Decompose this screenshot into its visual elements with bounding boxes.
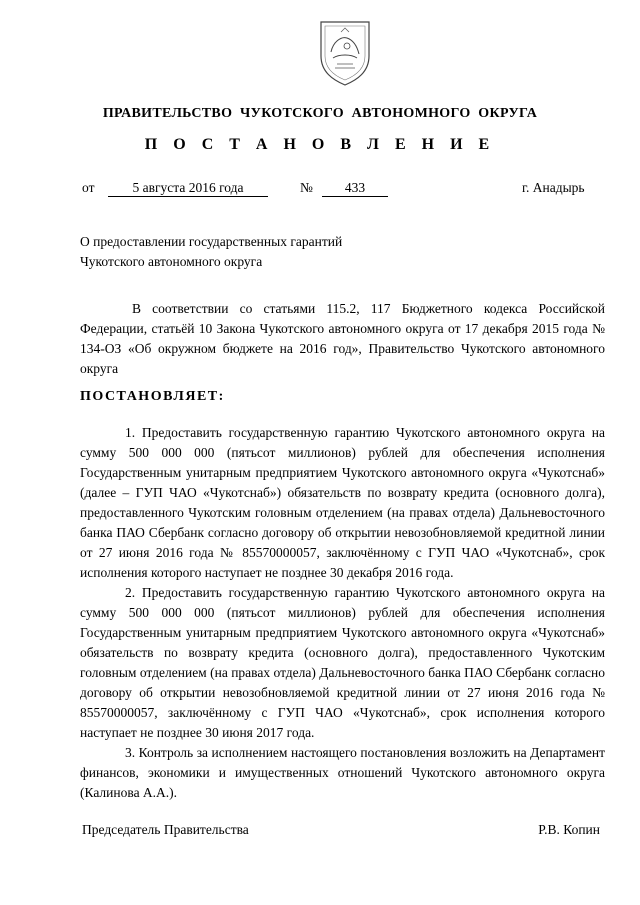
decree-point: 3. Контроль за исполнением настоящего постановления возложить на Департамент финансов, экономики и имущественных отношений Чукотского автономного округа (Калинова А.А.). bbox=[80, 745, 605, 800]
document-type: П О С Т А Н О В Л Е Н И Е bbox=[144, 136, 496, 153]
document-city: г. Анадырь bbox=[522, 180, 585, 195]
preamble: В соответствии со статьями 115.2, 117 Бюджетного кодекса Российской Федерации, статьёй 10 Закона Чукотского автономного округа от 17 декабря 2015 года № 134-ОЗ «Об окружном бюджете на 2016 год», Правительство Чукотского автономного округа bbox=[80, 301, 605, 376]
document-meta bbox=[80, 180, 600, 200]
subject-line: О предоставлении государственных гарантий bbox=[80, 234, 343, 249]
decree-point: 2. Предоставить государственную гарантию Чукотского автономного округа на сумму 500 000 000 (пятьсот миллионов) рублей для обеспечения исполнения Государственным унитарным предприятием Чукотского автономного округа «Чукотснаб» обязательств по возврату кредита (основного долга), предоставленного Чукотским головным отделением (на правах отдела) Дальневосточного банка ПАО Сбербанк согласно договору об открытии невозобновляемой кредитной линии от 27 июня 2016 года № 85570000057, заключённому с ГУП ЧАО «Чукотснаб», срок исполнения которого наступает не позднее 30 июня 2017 года. bbox=[80, 585, 605, 740]
decree-word: ПОСТАНОВЛЯЕТ: bbox=[80, 389, 225, 404]
decree-points bbox=[80, 423, 605, 803]
signatory-name: Р.В. Копин bbox=[538, 822, 600, 837]
document-number: 433 bbox=[322, 180, 388, 197]
document-subject bbox=[80, 232, 342, 272]
decree-point: 1. Предоставить государственную гарантию Чукотского автономного округа на сумму 500 000 000 (пятьсот миллионов) рублей для обеспечения исполнения Государственным унитарным предприятием Чукотского автономного округа «Чукотснаб» (далее – ГУП ЧАО «Чукотснаб») обязательств по возврату кредита (основного долга), предоставленного Чукотским головным отделением (на правах отдела) Дальневосточного банка ПАО Сбербанк согласно договору об открытии невозобновляемой кредитной линии от 27 июня 2016 года № 85570000057, заключённому с ГУП ЧАО «Чукотснаб», срок исполнения которого наступает не позднее 30 декабря 2016 года. bbox=[80, 425, 605, 580]
coat-of-arms-icon bbox=[313, 18, 377, 88]
signatory-position: Председатель Правительства bbox=[82, 822, 249, 837]
date-prefix: от bbox=[82, 180, 95, 195]
government-title: ПРАВИТЕЛЬСТВО ЧУКОТСКОГО АВТОНОМНОГО ОКРУГА bbox=[102, 106, 538, 121]
signature-block bbox=[80, 822, 600, 842]
subject-line: Чукотского автономного округа bbox=[80, 254, 263, 269]
document-date: 5 августа 2016 года bbox=[108, 180, 268, 197]
number-prefix: № bbox=[300, 180, 313, 195]
